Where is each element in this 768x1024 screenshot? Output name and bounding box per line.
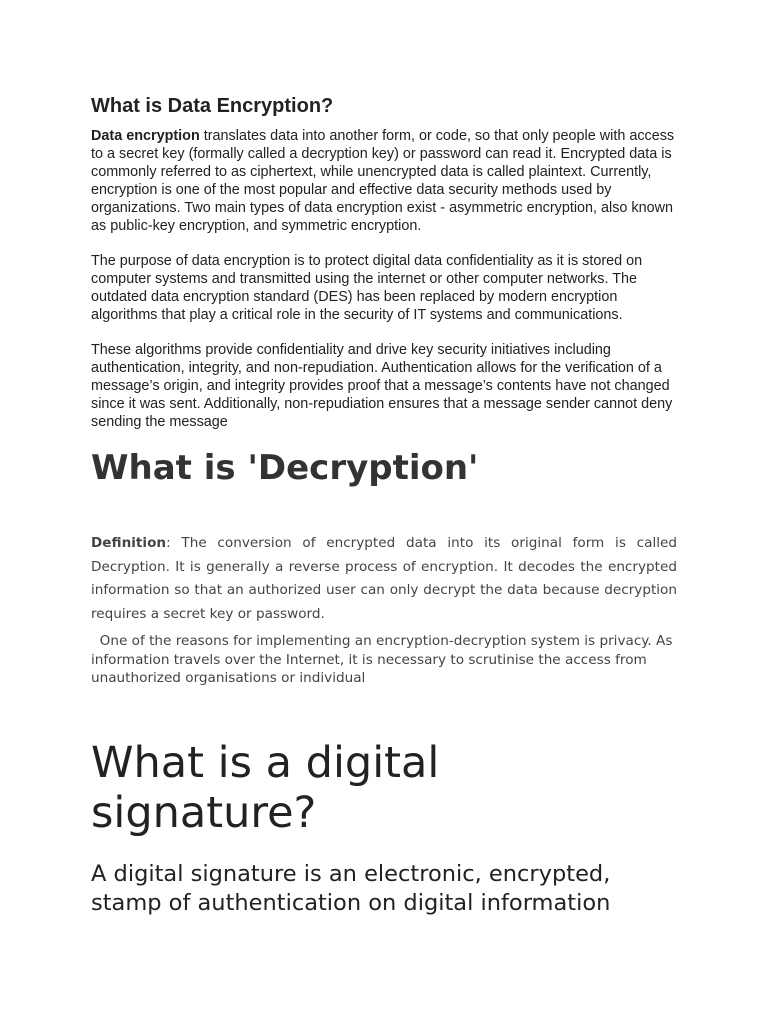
decryption-privacy-paragraph: One of the reasons for implementing an encryption-decryption system is privacy. As information travels over the Internet, it is necessary to scrutinise the access from unauthorized organisations or individual <box>91 633 673 687</box>
digital-signature-paragraph: A digital signature is an electronic, encrypted, stamp of authentication on digital information <box>91 860 611 916</box>
data-encryption-algorithms-paragraph: These algorithms provide confidentiality and drive key security initiatives including authentication, integrity, and non-repudiation. Authentication allows for the verification of a message’s origin, and integrity provides proof that a message’s contents have not changed since it was sent. Additionally, non-repudiation ensures that a message sender cannot deny sending the message <box>91 342 673 430</box>
decryption-heading: What is 'Decryption' <box>91 448 479 488</box>
digital-signature-heading: What is a digital signature? <box>91 737 440 838</box>
data-encryption-heading: What is Data Encryption? <box>91 95 334 117</box>
definition-text: : The conversion of encrypted data into its original form is called Decryption. It is generally a reverse process of encryption. It decodes the encrypted information so that an authorized user can only decrypt the data because decryption requires a secret key or password. <box>91 535 677 622</box>
data-encryption-purpose-paragraph: The purpose of data encryption is to protect digital data confidentiality as it is stored on computer systems and transmitted using the internet or other computer networks. The outdated data encryption standard (DES) has been replaced by modern encryption algorithms that play a critical role in the security of IT systems and communications. <box>91 253 643 323</box>
decryption-definition-paragraph <box>91 532 677 626</box>
definition-label: Definition <box>91 535 167 551</box>
data-encryption-intro-paragraph <box>91 127 677 235</box>
data-encryption-intro-text: translates data into another form, or code, so that only people with access to a secret key (formally called a decryption key) or password can read it. Encrypted data is commonly referred to as ciphertext, while unencrypted data is called plaintext. Currently, encryption is one of the most popular and effective data security methods used by organizations. Two main types of data encryption exist - asymmetric encryption, also known as public-key encryption, and symmetric encryption. <box>91 128 675 234</box>
data-encryption-term: Data encryption <box>91 128 200 144</box>
document-content <box>91 93 677 918</box>
